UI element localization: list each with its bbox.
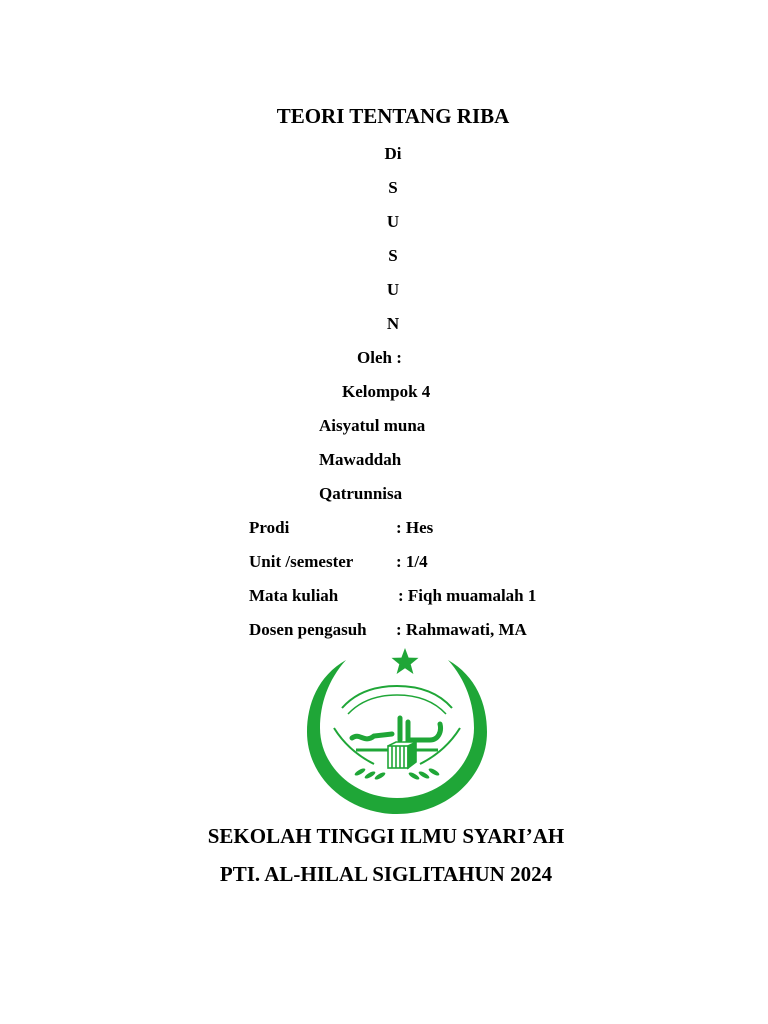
- member-name: Aisyatul muna: [319, 416, 426, 435]
- group-name: Kelompok 4: [342, 382, 431, 401]
- by-label: Oleh :: [357, 348, 402, 367]
- institution-name: SEKOLAH TINGGI ILMU SYARI’AH: [207, 824, 565, 848]
- vertical-letter-s2: S: [388, 246, 398, 265]
- detail-value-semester: : 1/4: [396, 552, 428, 571]
- detail-value-lecturer: : Rahmawati, MA: [396, 620, 527, 639]
- detail-label-course: Mata kuliah: [249, 586, 339, 605]
- vertical-letter-s: S: [388, 178, 398, 197]
- detail-label-prodi: Prodi: [249, 518, 290, 537]
- al-hilal-logo-icon: [304, 648, 490, 816]
- document-title: TEORI TENTANG RIBA: [276, 104, 510, 128]
- detail-label-lecturer: Dosen pengasuh: [249, 620, 367, 639]
- detail-value-course: : Fiqh muamalah 1: [398, 586, 537, 605]
- vertical-letter-di: Di: [384, 144, 402, 163]
- vertical-letter-u2: U: [386, 280, 400, 299]
- vertical-letter-u: U: [386, 212, 400, 231]
- vertical-letter-n: N: [386, 314, 400, 333]
- detail-value-prodi: : Hes: [396, 518, 434, 537]
- member-name: Qatrunnisa: [319, 484, 403, 503]
- member-name: Mawaddah: [319, 450, 402, 469]
- detail-label-semester: Unit /semester: [249, 552, 354, 571]
- institution-name-line2: PTI. AL-HILAL SIGLITAHUN 2024: [219, 862, 553, 886]
